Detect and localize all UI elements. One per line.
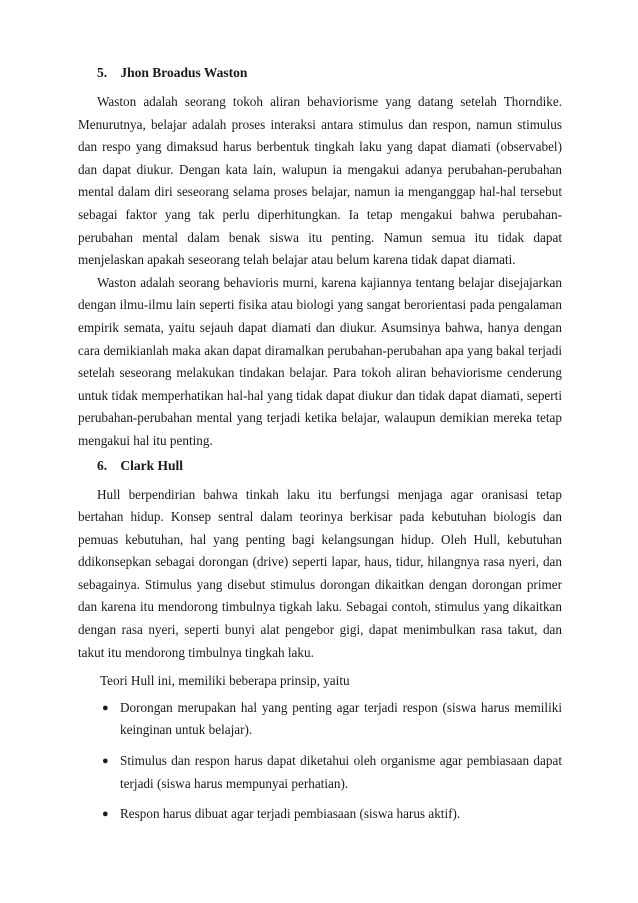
principles-list bbox=[78, 697, 562, 826]
principles-intro: Teori Hull ini, memiliki beberapa prinsip, yaitu bbox=[100, 673, 350, 689]
list-item-text: Stimulus dan respon harus dapat diketahui oleh organisme agar pembiasaan dapat terjadi (siswa harus mempunyai perhatian). bbox=[120, 753, 562, 791]
list-item bbox=[102, 697, 562, 742]
list-item-text: Respon harus dibuat agar terjadi pembiasaan (siswa harus aktif). bbox=[120, 806, 461, 822]
document-body bbox=[78, 64, 562, 834]
list-item-text: Dorongan merupakan hal yang penting agar terjadi respon (siswa harus memiliki keinginan untuk belajar). bbox=[120, 699, 562, 738]
section-number: 5. bbox=[97, 65, 108, 80]
list-item bbox=[102, 750, 562, 795]
section-number: 6. bbox=[97, 457, 108, 473]
paragraph: Hull berpendirian bahwa tinkah laku itu berfungsi menjaga agar oranisasi tetap bertahan hidup. Konsep sentral dalam teorinya berkisar pada kebutuhan biologis dan pemuas kebutuhan, hal yang penting bagi kelangsungan hidup. Oleh Hull, kebutuhan ddikonsepkan sebagai dorongan (drive) seperti lapar, haus, tidur, hilangnya rasa nyeri, dan sebagainya. Stimulus yang disebut stimulus dorongan dikaitkan dengan dorongan primer dan karena itu mendorong timbulnya tigkah laku. Sebagai contoh, stimulus yang dikaitkan dengan rasa nyeri, seperti bunyi alat pengebor gigi, dapat menimbulkan rasa takut, dan takut itu mendorong timbulnya tingkah laku. bbox=[78, 486, 562, 660]
section-heading-hull bbox=[97, 457, 562, 475]
bullet-icon: ● bbox=[102, 755, 109, 768]
bullet-icon: ● bbox=[102, 808, 109, 821]
paragraph: Waston adalah seorang behavioris murni, karena kajiannya tentang belajar disejajarkan dengan ilmu-ilmu lain seperti fisika atau biologi yang sangat berorientasi pada pengalaman empirik semata, yaitu sejauh dapat diamati dan diukur. Asumsinya bahwa, hanya dengan cara demikianlah maka akan dapat diramalkan perubahan-perubahan apa yang bakal terjadi setelah seseorang melakukan tindakan belajar. Para tokoh aliran behaviorisme cenderung untuk tidak memperhatikan hal-hal yang tidak dapat diukur dan tidak dapat diamati, seperti perubahan-perubahan mental yang terjadi ketika belajar, walaupun demikian mereka tetap mengakui hal itu penting. bbox=[78, 274, 562, 448]
bullet-icon: ● bbox=[102, 701, 109, 714]
paragraph: Waston adalah seorang tokoh aliran behaviorisme yang datang setelah Thorndike. Menurutnya, belajar adalah proses interaksi antara stimulus dan respon, namun stimulus dan respo yang dimaksud harus berbentuk tingkah laku yang dapat diamati (observabel) dan dapat diukur. Dengan kata lain, walupun ia mengakui adanya perubahan-perubahan mental dalam diri seseorang selama proses belajar, namun ia menganggap hal-hal tersebut sebagai faktor yang tak perlu diperhitungkan. Ia tetap mengakui bahwa perubahan-perubahan mental dalam benak siswa itu penting. Namun semua itu tidak dapat menjelaskan apakah seseorang telah belajar atau belum karena tidak dapat diamati. bbox=[78, 94, 562, 268]
section-title: Clark Hull bbox=[120, 457, 184, 473]
section-heading-waston bbox=[97, 64, 562, 82]
section-title: Jhon Broadus Waston bbox=[120, 65, 248, 80]
list-item bbox=[102, 803, 562, 826]
